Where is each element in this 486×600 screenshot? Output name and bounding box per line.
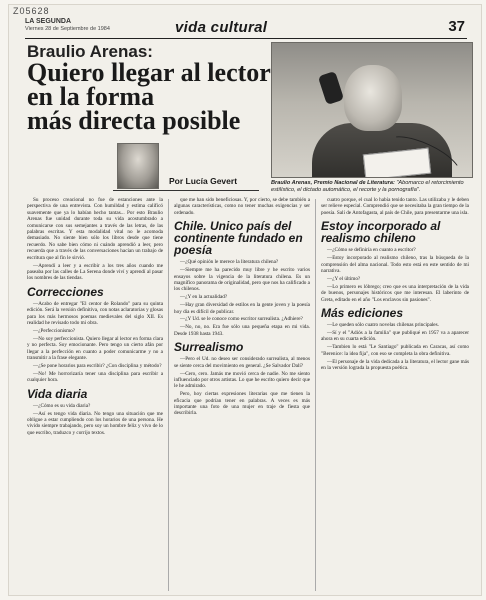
article-kicker: Braulio Arenas: [27,42,153,61]
article-paragraph: —Estoy incorporado al realismo chileno, tras la búsqueda de la comprensión del alma nacional. Todo esto está en este sentido de mi narrativa. [321,255,469,274]
article-paragraph: —¿Se pone horarios para escribir? ¿Con disciplina y método? [33,362,162,369]
article-paragraph: —Sí y el "Adiós a la familia" que publiqué en 1957 va a aparecer ahora en su cuarta edición. [321,329,469,343]
paper-name: LA SEGUNDA [25,18,72,25]
article-paragraph: —Tambien lo está "Le Santiago" publicada en Caracas, así como "Berenice: la idea fija", con eso se completa la obra definitiva. [321,344,469,357]
column-rule [315,199,316,591]
article-paragraph: —Siempre me ha parecido muy libre y he escrito varios ensayos sobre la vigencia de la literatura chilena. Es un magnífico panorama de originalidad, pero que nos ha calificado a los chilenos. [174,267,310,293]
section-heading: Chile. Unico país del continente fundado en poesía [174,219,303,258]
headline-line: más directa posible [27,106,241,135]
article-paragraph: —¿Qué opinión le merece la literatura chilena? [180,259,279,266]
archive-stamp: Z05628 [13,6,50,16]
article-paragraph: —Lo primero es lóbrego; creo que es una interpretación de la vida de buenos, personajes históricos que me interesan. El laberinto de Greta, editado en el año "Los enclavos sin pasiones". [321,283,469,303]
section-heading: Vida diaria [27,386,88,401]
section-heading: Estoy incorporado al realismo chileno [321,219,441,246]
main-photo [271,42,473,178]
author-portrait-photo [117,143,159,189]
photo-figure-head [344,65,402,131]
article-paragraph: Su proceso creacional no fue de estanciones ante la perspectiva de una entrevista. Con humildad y estima calificó suavemente que ya lo habían hecho tantas... Por esto Braulio Arenas fue unidad durante toda su vida acostumbrado a comunicarse con sus semejantes a través de las letras, de las palabras escritas. Y esta modalidad vital no le acomoda demasiado. No siente bien sólo los libros desde que tiene recuerdo. No sabe bien cómo ni cuándo aprendió a leer, pero recuerda que a través de las conversaciones hacían un trabajo de escritura que al fin le sirvió. [27,197,163,261]
caption-quote: "Abomarco el retorcimiento estilístico, el dictado automático, el recorte y la pornografía". [271,180,464,193]
article-column-2 [174,197,310,418]
article-paragraph: —¿Y Ud. se le conoce como escritor surrealista. ¿Adhiere? [180,316,303,323]
byline: Por Lucía Gevert [169,176,238,186]
article-paragraph: que me han sido beneficiosas. Y, por cierto, se debe también a algunas características, como no tener muchas exigencias y ser ordenado. [174,197,310,216]
article-paragraph: —Aprendí a leer y a escribir a los tres años cuando me paseaba por las calles de La Serena donde viví y aprendí al pasar los nombres de las tiendas. [27,262,163,282]
article-column-3 [321,197,469,373]
article-paragraph: —¿Cómo es su vida diaria? [33,402,91,409]
column-rule [168,199,169,591]
issue-date: Viernes 28 de Septiembre de 1984 [25,26,110,32]
caption-name: Braulio Arenas, Premio Nacional de Literatura: [271,180,395,186]
section-heading: Más ediciones [321,305,404,320]
photo-caption [271,180,473,194]
newspaper-page [8,4,482,596]
article-column-1 [27,197,163,438]
article-paragraph: —Cero, cero. Jamás me movió cerca de nadie. No me siento influenciado por otros artistas. Lo que he escrito quiero decir que le he admirado. [174,370,310,390]
article-paragraph: —¿Y en la actualidad? [180,294,228,301]
masthead [25,18,467,39]
article-paragraph: —Le queden sólo cuatro novelas chilenas principales. [327,321,439,328]
article-paragraph: —¿Cómo se definiría en cuanto a escritor? [327,247,416,254]
section-heading: Surrealismo [174,340,244,355]
page-number: 37 [448,18,465,35]
article-paragraph: —Pero el Ud. no deseo ser considerado surrealista, al menos se siente cerca del movimiento en general. ¿Se Salvador Dalí? [174,356,310,369]
article-paragraph: cuatro porque, el cual lo había tenido tanto. Las utilizaba y le deben ser relieve especial. Comprendió que se necesitaba la gran tiempo de la poesía. Salí de Antofagasta, al país de Chile, para presentarme una isla. [321,197,469,216]
article-paragraph: —No, no, no. Era fue sólo una pequeña etapa en mi vida. Desde 1938 hasta 1943. [174,324,310,337]
article-paragraph: Pero, hoy ciertas expresiones literarias que me tienen la eficacia que podrían tener en palabras. A veces es más importante una foto de una mujer en traje de fiesta que describirla. [174,391,310,417]
article-paragraph: —Así es tengo vida diaria. No tengo una situación que me obligue a estar cumpliendo con los horarios de una persona. He vivido siempre trabajando, pero soy un hombre feliz y vivo de lo que escribo, traduzco y corrijo textos. [27,410,163,436]
byline-rule [113,190,259,191]
article-paragraph: —¿Perfeccionismo? [33,327,76,334]
article-paragraph: —Hay gran diversidad de estilos en la gente joven y la poesía hoy día es difícil de publicar. [174,302,310,315]
section-title: vida cultural [175,19,268,36]
headline-line: Quiero llegar al lector [27,58,271,87]
article-paragraph: —El personaje de la vida dedicada a la literatura, el lector gane más en la versión lograda la propuesta poética. [321,358,469,371]
section-heading: Correcciones [27,284,104,299]
article-paragraph: —No soy perfeccionista. Quiero llegar al lector en forma clara y no perfecta. Soy emocionante. Pero tengo un cierto afán por llegar a la perfección en cuanto a poder comunicarme y no a transmitir a la frase elegante. [27,335,163,362]
telephone-receiver-icon [318,71,344,105]
headline-line: en la forma [27,82,155,111]
article-headline [27,58,271,135]
article-paragraph: —Acabo de entregar "El centor de Rolando" para su quinta edición. Será la versión definitiva, con notas aclaratorias y glosas para los más hermosos poemas medievales del siglo XII. Es realidad he revisado todo mi obra. [27,300,163,326]
article-paragraph: —No! Me horrorizaría tener una disciplina para escribir a cualquier hora. [27,370,163,384]
article-paragraph: —¿Y el último? [327,275,361,282]
